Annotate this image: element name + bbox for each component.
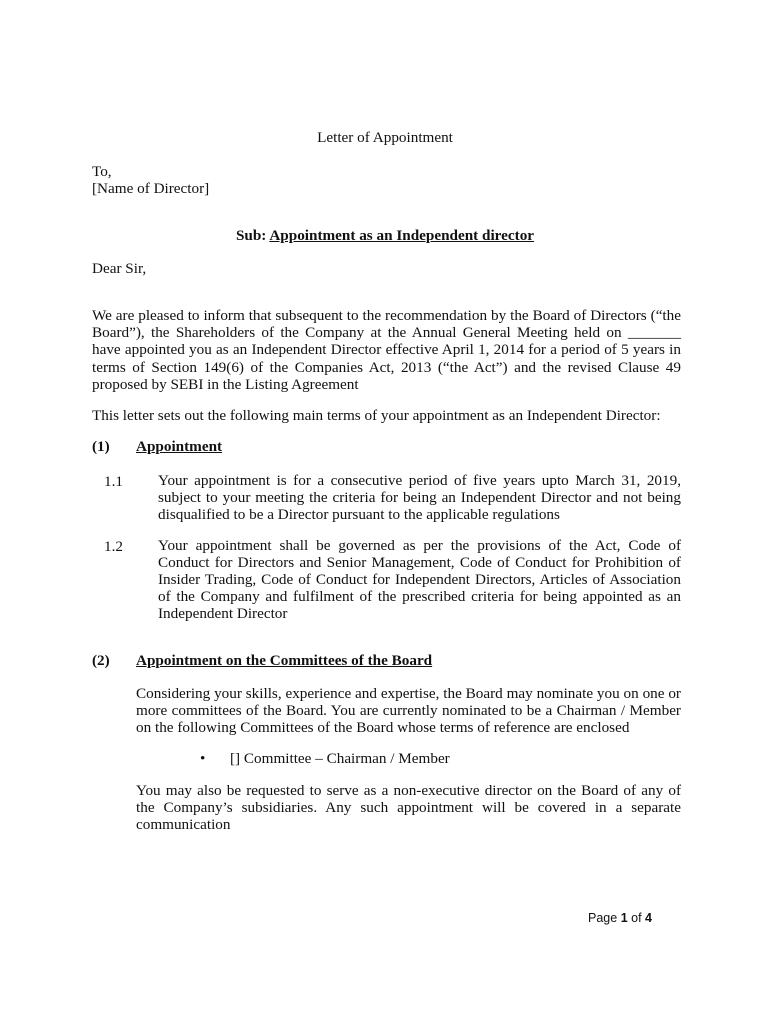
section-2-paragraph-1: Considering your skills, experience and expertise, the Board may nominate you on one or more committees of the Board. You are currently nominated to be a Chairman / Member on the following Committees of the Board whose terms of reference are enclosed	[136, 685, 681, 736]
recipient-name: [Name of Director]	[92, 180, 210, 197]
subject-text: Appointment as an Independent director	[269, 227, 535, 244]
subject-line	[0, 227, 770, 245]
page-label: Page	[588, 911, 618, 925]
recipient-to-label: To,	[92, 163, 112, 180]
page-current: 1	[620, 911, 628, 925]
item-1-2-number: 1.2	[104, 538, 123, 555]
intro-paragraph: We are pleased to inform that subsequent to the recommendation by the Board of Directors (“the Board”), the Shareholders of the Company at the Annual General Meeting held on _______ have appointed you as an Independent Director effective April 1, 2014 for a period of 5 years in terms of Section 149(6) of the Companies Act, 2013 (“the Act”) and the revised Clause 49 proposed by SEBI in the Listing Agreement	[92, 307, 681, 393]
section-1-title: Appointment	[136, 438, 223, 455]
item-1-2-text: Your appointment shall be governed as per the provisions of the Act, Code of Conduct for Directors and Senior Management, Code of Conduct for Prohibition of Insider Trading, Code of Conduct for Independent Directors, Articles of Association of the Company and fulfilment of the prescribed criteria for being appointed as an Independent Director	[158, 537, 681, 622]
terms-intro: This letter sets out the following main terms of your appointment as an Independent Director:	[92, 407, 661, 424]
subject-prefix: Sub:	[235, 227, 267, 244]
page-number	[588, 911, 652, 925]
committee-bullet-text: [] Committee – Chairman / Member	[230, 750, 450, 767]
bullet-icon: •	[200, 750, 206, 767]
page-of: of	[631, 911, 642, 925]
section-2-title: Appointment on the Committees of the Board	[136, 652, 433, 669]
document-title: Letter of Appointment	[317, 129, 453, 146]
section-2-paragraph-2: You may also be requested to serve as a non-executive director on the Board of any of the Company’s subsidiaries. Any such appointment will be covered in a separate communication	[136, 782, 681, 833]
salutation: Dear Sir,	[92, 260, 147, 277]
item-1-1-number: 1.1	[104, 473, 123, 490]
committee-bullet-item	[200, 750, 450, 767]
item-1-1-text: Your appointment is for a consecutive period of five years upto March 31, 2019, subject to your meeting the criteria for being an Independent Director and not being disqualified to be a Director pursuant to the applicable regulations	[158, 472, 681, 523]
page-total: 4	[645, 911, 652, 925]
section-2-number: (2)	[92, 652, 110, 669]
section-1-number: (1)	[92, 438, 110, 455]
